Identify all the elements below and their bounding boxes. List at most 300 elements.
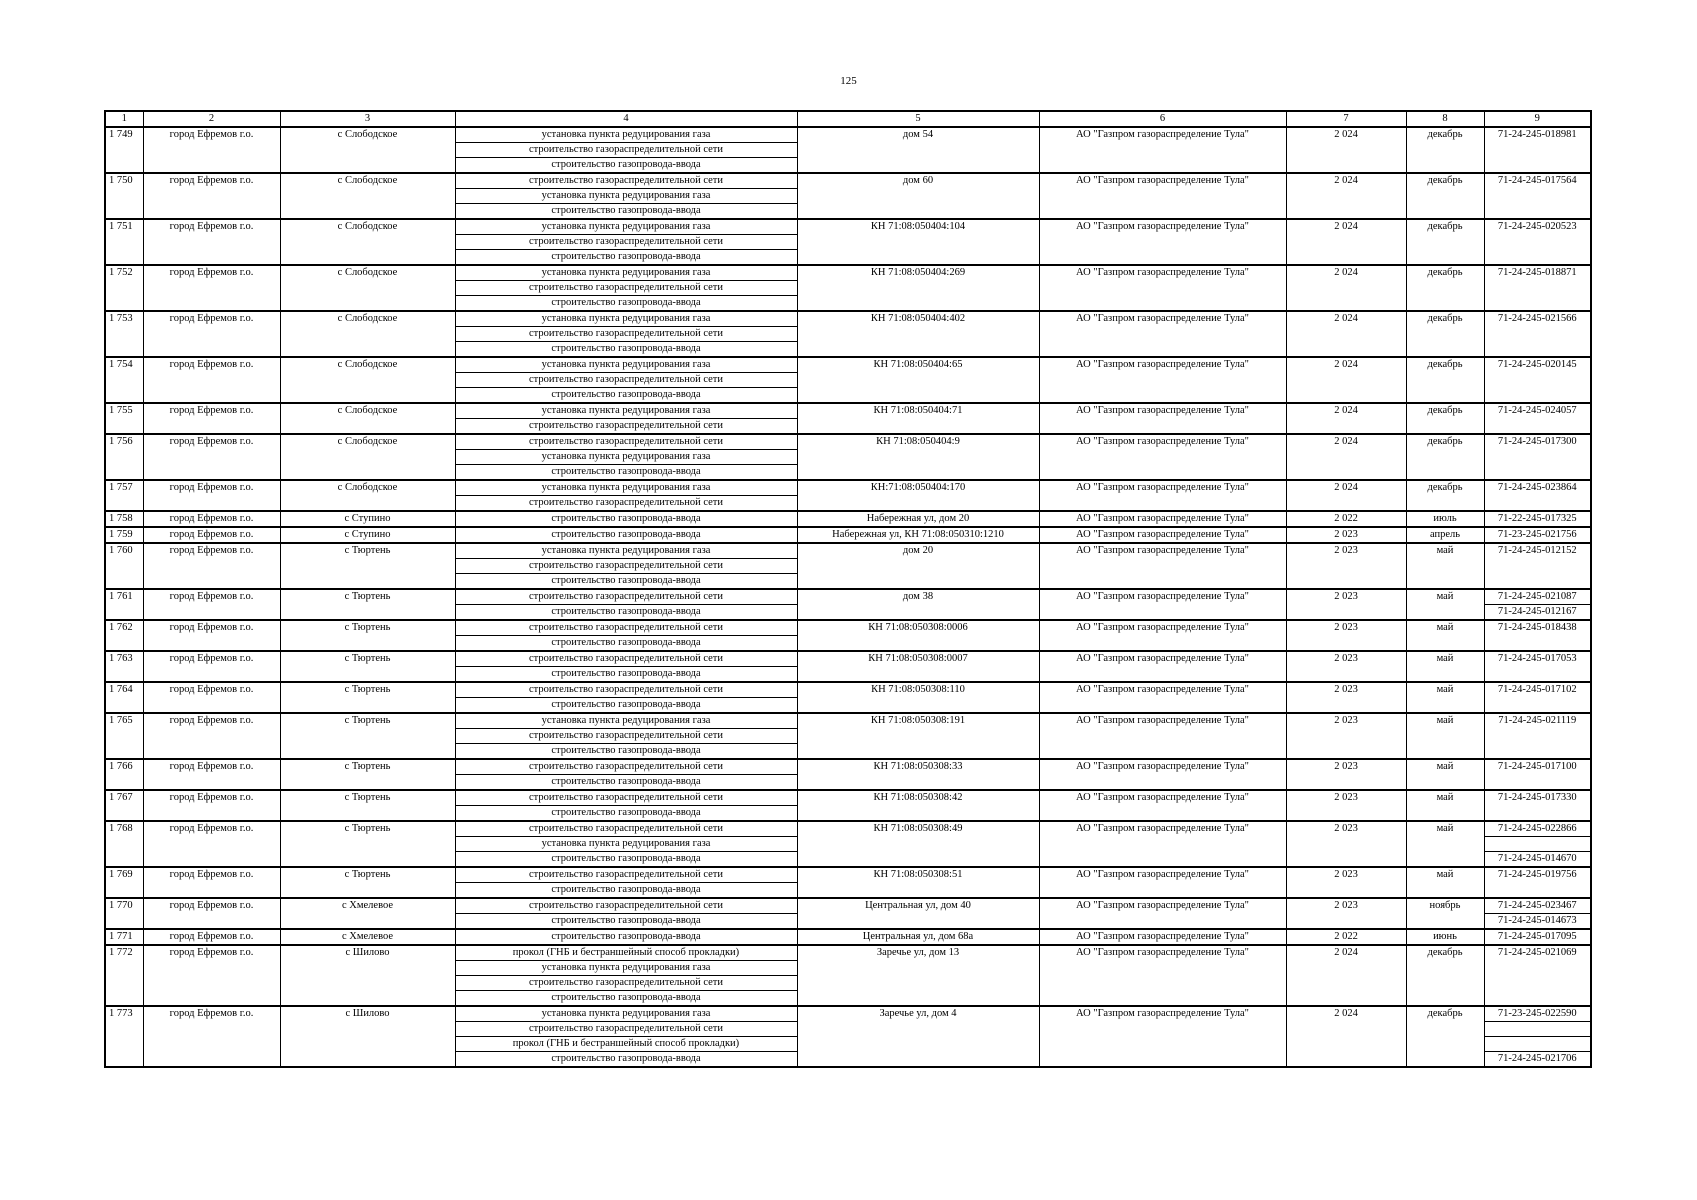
organization-cell: АО "Газпром газораспределение Тула" (1039, 127, 1286, 173)
locality-cell: с Тюртень (280, 867, 455, 898)
organization-cell: АО "Газпром газораспределение Тула" (1039, 311, 1286, 357)
column-header: 2 (143, 111, 280, 127)
work-type-cell: строительство газораспределительной сети (455, 373, 797, 388)
year-cell: 2 023 (1286, 898, 1406, 929)
locality-cell: с Тюртень (280, 620, 455, 651)
application-code-cell: 71-24-245-017053 (1484, 651, 1591, 682)
address-cell: Набережная ул, КН 71:08:050310:1210 (797, 527, 1039, 543)
work-type-cell: установка пункта редуцирования газа (455, 961, 797, 976)
organization-cell: АО "Газпром газораспределение Тула" (1039, 434, 1286, 480)
work-type-cell: строительство газопровода-ввода (455, 342, 797, 358)
record-number-cell: 1 750 (105, 173, 143, 219)
month-cell: май (1406, 759, 1484, 790)
table-row (105, 713, 1591, 729)
year-cell: 2 024 (1286, 219, 1406, 265)
address-cell: дом 60 (797, 173, 1039, 219)
year-cell: 2 023 (1286, 589, 1406, 620)
year-cell: 2 023 (1286, 713, 1406, 759)
application-code-cell: 71-24-245-017100 (1484, 759, 1591, 790)
month-cell: декабрь (1406, 434, 1484, 480)
organization-cell: АО "Газпром газораспределение Тула" (1039, 929, 1286, 945)
address-cell: Центральная ул, дом 68а (797, 929, 1039, 945)
year-cell: 2 024 (1286, 127, 1406, 173)
application-code-cell: 71-23-245-022590 (1484, 1006, 1591, 1022)
work-type-cell: строительство газопровода-ввода (455, 883, 797, 899)
month-cell: декабрь (1406, 403, 1484, 434)
record-number-cell: 1 756 (105, 434, 143, 480)
table-row (105, 945, 1591, 961)
page-number: 125 (840, 75, 857, 87)
address-cell: КН 71:08:050404:104 (797, 219, 1039, 265)
column-header: 5 (797, 111, 1039, 127)
work-type-cell: строительство газопровода-ввода (455, 605, 797, 621)
column-header: 7 (1286, 111, 1406, 127)
record-number-cell: 1 772 (105, 945, 143, 1006)
table-row (105, 511, 1591, 527)
record-number-cell: 1 759 (105, 527, 143, 543)
record-number-cell: 1 760 (105, 543, 143, 589)
table-row (105, 173, 1591, 189)
table-row (105, 219, 1591, 235)
record-number-cell: 1 771 (105, 929, 143, 945)
district-cell: город Ефремов г.о. (143, 821, 280, 867)
month-cell: декабрь (1406, 311, 1484, 357)
application-code-cell: 71-24-245-012167 (1484, 605, 1591, 621)
locality-cell: с Слободское (280, 127, 455, 173)
year-cell: 2 023 (1286, 867, 1406, 898)
table-row (105, 929, 1591, 945)
application-code-cell: 71-24-245-020523 (1484, 219, 1591, 265)
record-number-cell: 1 769 (105, 867, 143, 898)
month-cell: май (1406, 821, 1484, 867)
organization-cell: АО "Газпром газораспределение Тула" (1039, 713, 1286, 759)
year-cell: 2 023 (1286, 821, 1406, 867)
district-cell: город Ефремов г.о. (143, 265, 280, 311)
month-cell: июль (1406, 511, 1484, 527)
district-cell: город Ефремов г.о. (143, 434, 280, 480)
work-type-cell: установка пункта редуцирования газа (455, 265, 797, 281)
work-type-cell: строительство газораспределительной сети (455, 682, 797, 698)
address-cell: КН 71:08:050404:402 (797, 311, 1039, 357)
district-cell: город Ефремов г.о. (143, 651, 280, 682)
organization-cell: АО "Газпром газораспределение Тула" (1039, 265, 1286, 311)
address-cell: КН 71:08:050404:269 (797, 265, 1039, 311)
work-type-cell: строительство газопровода-ввода (455, 465, 797, 481)
locality-cell: с Слободское (280, 265, 455, 311)
address-cell: дом 54 (797, 127, 1039, 173)
application-code-cell: 71-24-245-017300 (1484, 434, 1591, 480)
locality-cell: с Тюртень (280, 651, 455, 682)
work-type-cell: строительство газораспределительной сети (455, 434, 797, 450)
table-row (105, 1006, 1591, 1022)
table-row (105, 651, 1591, 667)
record-number-cell: 1 755 (105, 403, 143, 434)
organization-cell: АО "Газпром газораспределение Тула" (1039, 867, 1286, 898)
work-type-cell: строительство газопровода-ввода (455, 914, 797, 930)
table-header-row (105, 111, 1591, 127)
application-code-cell: 71-23-245-021756 (1484, 527, 1591, 543)
address-cell: КН 71:08:050308:33 (797, 759, 1039, 790)
application-code-cell: 71-24-245-014670 (1484, 852, 1591, 868)
work-type-cell: установка пункта редуцирования газа (455, 127, 797, 143)
district-cell: город Ефремов г.о. (143, 1006, 280, 1067)
work-type-cell: строительство газораспределительной сети (455, 281, 797, 296)
locality-cell: с Шилово (280, 945, 455, 1006)
district-cell: город Ефремов г.о. (143, 929, 280, 945)
organization-cell: АО "Газпром газораспределение Тула" (1039, 511, 1286, 527)
table-row (105, 265, 1591, 281)
record-number-cell: 1 765 (105, 713, 143, 759)
year-cell: 2 024 (1286, 403, 1406, 434)
address-cell: КН 71:08:050308:0007 (797, 651, 1039, 682)
work-type-cell: установка пункта редуцирования газа (455, 403, 797, 419)
locality-cell: с Слободское (280, 480, 455, 511)
address-cell: Набережная ул, дом 20 (797, 511, 1039, 527)
application-code-cell: 71-24-245-024057 (1484, 403, 1591, 434)
record-number-cell: 1 764 (105, 682, 143, 713)
year-cell: 2 024 (1286, 173, 1406, 219)
table-row (105, 589, 1591, 605)
work-type-cell: строительство газораспределительной сети (455, 898, 797, 914)
year-cell: 2 023 (1286, 543, 1406, 589)
locality-cell: с Тюртень (280, 543, 455, 589)
year-cell: 2 024 (1286, 480, 1406, 511)
month-cell: май (1406, 682, 1484, 713)
record-number-cell: 1 773 (105, 1006, 143, 1067)
district-cell: город Ефремов г.о. (143, 311, 280, 357)
table-row (105, 527, 1591, 543)
work-type-cell: установка пункта редуцирования газа (455, 311, 797, 327)
application-code-cell: 71-24-245-014673 (1484, 914, 1591, 930)
locality-cell: с Тюртень (280, 713, 455, 759)
work-type-cell: строительство газораспределительной сети (455, 790, 797, 806)
district-cell: город Ефремов г.о. (143, 945, 280, 1006)
district-cell: город Ефремов г.о. (143, 759, 280, 790)
month-cell: май (1406, 651, 1484, 682)
organization-cell: АО "Газпром газораспределение Тула" (1039, 589, 1286, 620)
month-cell: июнь (1406, 929, 1484, 945)
address-cell: дом 20 (797, 543, 1039, 589)
address-cell: КН 71:08:050308:42 (797, 790, 1039, 821)
organization-cell: АО "Газпром газораспределение Тула" (1039, 527, 1286, 543)
year-cell: 2 022 (1286, 511, 1406, 527)
record-number-cell: 1 754 (105, 357, 143, 403)
district-cell: город Ефремов г.о. (143, 127, 280, 173)
work-type-cell: строительство газопровода-ввода (455, 929, 797, 945)
table-row (105, 682, 1591, 698)
work-type-cell: строительство газораспределительной сети (455, 620, 797, 636)
locality-cell: с Тюртень (280, 589, 455, 620)
month-cell: декабрь (1406, 480, 1484, 511)
address-cell: Центральная ул, дом 40 (797, 898, 1039, 929)
year-cell: 2 024 (1286, 265, 1406, 311)
address-cell: КН 71:08:050308:0006 (797, 620, 1039, 651)
table-row (105, 480, 1591, 496)
record-number-cell: 1 761 (105, 589, 143, 620)
work-type-cell: строительство газораспределительной сети (455, 327, 797, 342)
work-type-cell: строительство газопровода-ввода (455, 852, 797, 868)
column-header: 3 (280, 111, 455, 127)
record-number-cell: 1 770 (105, 898, 143, 929)
work-type-cell: установка пункта редуцирования газа (455, 357, 797, 373)
district-cell: город Ефремов г.о. (143, 219, 280, 265)
work-type-cell: установка пункта редуцирования газа (455, 219, 797, 235)
year-cell: 2 024 (1286, 1006, 1406, 1067)
work-type-cell: строительство газопровода-ввода (455, 698, 797, 714)
work-type-cell: строительство газопровода-ввода (455, 574, 797, 590)
work-type-cell: строительство газораспределительной сети (455, 419, 797, 435)
address-cell: КН 71:08:050308:49 (797, 821, 1039, 867)
record-number-cell: 1 766 (105, 759, 143, 790)
locality-cell: с Слободское (280, 173, 455, 219)
work-type-cell: строительство газораспределительной сети (455, 976, 797, 991)
record-number-cell: 1 751 (105, 219, 143, 265)
locality-cell: с Тюртень (280, 682, 455, 713)
year-cell: 2 024 (1286, 434, 1406, 480)
work-type-cell: установка пункта редуцирования газа (455, 1006, 797, 1022)
year-cell: 2 022 (1286, 929, 1406, 945)
work-type-cell: установка пункта редуцирования газа (455, 543, 797, 559)
record-number-cell: 1 757 (105, 480, 143, 511)
record-number-cell: 1 767 (105, 790, 143, 821)
year-cell: 2 023 (1286, 682, 1406, 713)
work-type-cell: строительство газораспределительной сети (455, 559, 797, 574)
table-row (105, 357, 1591, 373)
organization-cell: АО "Газпром газораспределение Тула" (1039, 173, 1286, 219)
locality-cell: с Хмелевое (280, 898, 455, 929)
address-cell: дом 38 (797, 589, 1039, 620)
record-number-cell: 1 758 (105, 511, 143, 527)
work-type-cell: строительство газораспределительной сети (455, 173, 797, 189)
organization-cell: АО "Газпром газораспределение Тула" (1039, 357, 1286, 403)
work-type-cell: установка пункта редуцирования газа (455, 713, 797, 729)
locality-cell: с Тюртень (280, 790, 455, 821)
district-cell: город Ефремов г.о. (143, 357, 280, 403)
district-cell: город Ефремов г.о. (143, 480, 280, 511)
organization-cell: АО "Газпром газораспределение Тула" (1039, 219, 1286, 265)
year-cell: 2 024 (1286, 945, 1406, 1006)
work-type-cell: строительство газораспределительной сети (455, 589, 797, 605)
record-number-cell: 1 762 (105, 620, 143, 651)
work-type-cell: прокол (ГНБ и бестраншейный способ прокладки) (455, 945, 797, 961)
locality-cell: с Слободское (280, 434, 455, 480)
work-type-cell: строительство газораспределительной сети (455, 496, 797, 512)
table-row (105, 898, 1591, 914)
work-type-cell: строительство газопровода-ввода (455, 667, 797, 683)
district-cell: город Ефремов г.о. (143, 589, 280, 620)
work-type-cell: строительство газопровода-ввода (455, 527, 797, 543)
organization-cell: АО "Газпром газораспределение Тула" (1039, 898, 1286, 929)
application-code-cell (1484, 1037, 1591, 1052)
work-type-cell: строительство газопровода-ввода (455, 511, 797, 527)
year-cell: 2 023 (1286, 651, 1406, 682)
table-row (105, 403, 1591, 419)
district-cell: город Ефремов г.о. (143, 867, 280, 898)
organization-cell: АО "Газпром газораспределение Тула" (1039, 651, 1286, 682)
application-code-cell (1484, 1022, 1591, 1037)
application-code-cell: 71-24-245-021566 (1484, 311, 1591, 357)
application-code-cell: 71-24-245-018871 (1484, 265, 1591, 311)
work-type-cell: строительство газораспределительной сети (455, 759, 797, 775)
locality-cell: с Шилово (280, 1006, 455, 1067)
table-row (105, 434, 1591, 450)
application-code-cell: 71-24-245-017102 (1484, 682, 1591, 713)
month-cell: май (1406, 620, 1484, 651)
work-type-cell: строительство газопровода-ввода (455, 388, 797, 404)
column-header: 1 (105, 111, 143, 127)
month-cell: декабрь (1406, 127, 1484, 173)
locality-cell: с Слободское (280, 311, 455, 357)
month-cell: декабрь (1406, 219, 1484, 265)
month-cell: ноябрь (1406, 898, 1484, 929)
record-number-cell: 1 749 (105, 127, 143, 173)
district-cell: город Ефремов г.о. (143, 173, 280, 219)
address-cell: КН 71:08:050308:191 (797, 713, 1039, 759)
district-cell: город Ефремов г.о. (143, 511, 280, 527)
district-cell: город Ефремов г.о. (143, 713, 280, 759)
month-cell: май (1406, 790, 1484, 821)
address-cell: Заречье ул, дом 4 (797, 1006, 1039, 1067)
work-type-cell: установка пункта редуцирования газа (455, 450, 797, 465)
organization-cell: АО "Газпром газораспределение Тула" (1039, 480, 1286, 511)
application-code-cell: 71-24-245-019756 (1484, 867, 1591, 898)
column-header: 4 (455, 111, 797, 127)
application-code-cell: 71-24-245-021119 (1484, 713, 1591, 759)
address-cell: КН 71:08:050404:65 (797, 357, 1039, 403)
work-type-cell: строительство газопровода-ввода (455, 204, 797, 220)
year-cell: 2 023 (1286, 759, 1406, 790)
record-number-cell: 1 768 (105, 821, 143, 867)
application-code-cell: 71-24-245-018981 (1484, 127, 1591, 173)
year-cell: 2 024 (1286, 357, 1406, 403)
organization-cell: АО "Газпром газораспределение Тула" (1039, 1006, 1286, 1067)
district-cell: город Ефремов г.о. (143, 898, 280, 929)
work-type-cell: строительство газопровода-ввода (455, 158, 797, 174)
work-type-cell: установка пункта редуцирования газа (455, 189, 797, 204)
locality-cell: с Ступино (280, 511, 455, 527)
work-type-cell: строительство газопровода-ввода (455, 991, 797, 1007)
year-cell: 2 023 (1286, 620, 1406, 651)
application-code-cell: 71-24-245-017564 (1484, 173, 1591, 219)
work-type-cell: строительство газораспределительной сети (455, 729, 797, 744)
work-type-cell: строительство газопровода-ввода (455, 1052, 797, 1068)
locality-cell: с Слободское (280, 357, 455, 403)
application-code-cell: 71-24-245-023864 (1484, 480, 1591, 511)
application-code-cell: 71-24-245-017330 (1484, 790, 1591, 821)
month-cell: декабрь (1406, 357, 1484, 403)
district-cell: город Ефремов г.о. (143, 403, 280, 434)
work-type-cell: строительство газопровода-ввода (455, 296, 797, 312)
organization-cell: АО "Газпром газораспределение Тула" (1039, 403, 1286, 434)
application-code-cell: 71-24-245-022866 (1484, 821, 1591, 837)
work-type-cell: строительство газопровода-ввода (455, 636, 797, 652)
application-code-cell: 71-24-245-012152 (1484, 543, 1591, 589)
table-row (105, 867, 1591, 883)
year-cell: 2 023 (1286, 790, 1406, 821)
column-header: 9 (1484, 111, 1591, 127)
application-code-cell: 71-24-245-020145 (1484, 357, 1591, 403)
column-header: 8 (1406, 111, 1484, 127)
locality-cell: с Хмелевое (280, 929, 455, 945)
address-cell: КН 71:08:050308:110 (797, 682, 1039, 713)
district-cell: город Ефремов г.о. (143, 682, 280, 713)
year-cell: 2 023 (1286, 527, 1406, 543)
work-type-cell: строительство газораспределительной сети (455, 1022, 797, 1037)
organization-cell: АО "Газпром газораспределение Тула" (1039, 682, 1286, 713)
table-row (105, 790, 1591, 806)
work-type-cell: прокол (ГНБ и бестраншейный способ прокладки) (455, 1037, 797, 1052)
application-code-cell: 71-24-245-017095 (1484, 929, 1591, 945)
organization-cell: АО "Газпром газораспределение Тула" (1039, 543, 1286, 589)
month-cell: апрель (1406, 527, 1484, 543)
organization-cell: АО "Газпром газораспределение Тула" (1039, 620, 1286, 651)
organization-cell: АО "Газпром газораспределение Тула" (1039, 821, 1286, 867)
month-cell: декабрь (1406, 173, 1484, 219)
locality-cell: с Слободское (280, 403, 455, 434)
application-code-cell: 71-22-245-017325 (1484, 511, 1591, 527)
address-cell: КН 71:08:050404:9 (797, 434, 1039, 480)
application-code-cell: 71-24-245-018438 (1484, 620, 1591, 651)
register-table (104, 110, 1592, 1068)
table-row (105, 311, 1591, 327)
month-cell: май (1406, 589, 1484, 620)
organization-cell: АО "Газпром газораспределение Тула" (1039, 790, 1286, 821)
month-cell: май (1406, 543, 1484, 589)
table-row (105, 821, 1591, 837)
work-type-cell: установка пункта редуцирования газа (455, 480, 797, 496)
record-number-cell: 1 753 (105, 311, 143, 357)
application-code-cell: 71-24-245-021087 (1484, 589, 1591, 605)
organization-cell: АО "Газпром газораспределение Тула" (1039, 759, 1286, 790)
locality-cell: с Тюртень (280, 821, 455, 867)
address-cell: Заречье ул, дом 13 (797, 945, 1039, 1006)
district-cell: город Ефремов г.о. (143, 543, 280, 589)
work-type-cell: строительство газопровода-ввода (455, 744, 797, 760)
application-code-cell: 71-24-245-021706 (1484, 1052, 1591, 1068)
month-cell: декабрь (1406, 945, 1484, 1006)
application-code-cell: 71-24-245-021069 (1484, 945, 1591, 1006)
column-header: 6 (1039, 111, 1286, 127)
work-type-cell: строительство газораспределительной сети (455, 143, 797, 158)
work-type-cell: строительство газопровода-ввода (455, 775, 797, 791)
table-row (105, 543, 1591, 559)
district-cell: город Ефремов г.о. (143, 620, 280, 651)
year-cell: 2 024 (1286, 311, 1406, 357)
work-type-cell: установка пункта редуцирования газа (455, 837, 797, 852)
month-cell: декабрь (1406, 1006, 1484, 1067)
work-type-cell: строительство газораспределительной сети (455, 235, 797, 250)
address-cell: КН:71:08:050404:170 (797, 480, 1039, 511)
month-cell: май (1406, 867, 1484, 898)
work-type-cell: строительство газораспределительной сети (455, 867, 797, 883)
locality-cell: с Тюртень (280, 759, 455, 790)
month-cell: май (1406, 713, 1484, 759)
locality-cell: с Ступино (280, 527, 455, 543)
organization-cell: АО "Газпром газораспределение Тула" (1039, 945, 1286, 1006)
work-type-cell: строительство газопровода-ввода (455, 806, 797, 822)
table-row (105, 127, 1591, 143)
address-cell: КН 71:08:050404:71 (797, 403, 1039, 434)
table-row (105, 759, 1591, 775)
work-type-cell: строительство газораспределительной сети (455, 651, 797, 667)
record-number-cell: 1 763 (105, 651, 143, 682)
application-code-cell (1484, 837, 1591, 852)
work-type-cell: строительство газораспределительной сети (455, 821, 797, 837)
district-cell: город Ефремов г.о. (143, 790, 280, 821)
work-type-cell: строительство газопровода-ввода (455, 250, 797, 266)
district-cell: город Ефремов г.о. (143, 527, 280, 543)
locality-cell: с Слободское (280, 219, 455, 265)
